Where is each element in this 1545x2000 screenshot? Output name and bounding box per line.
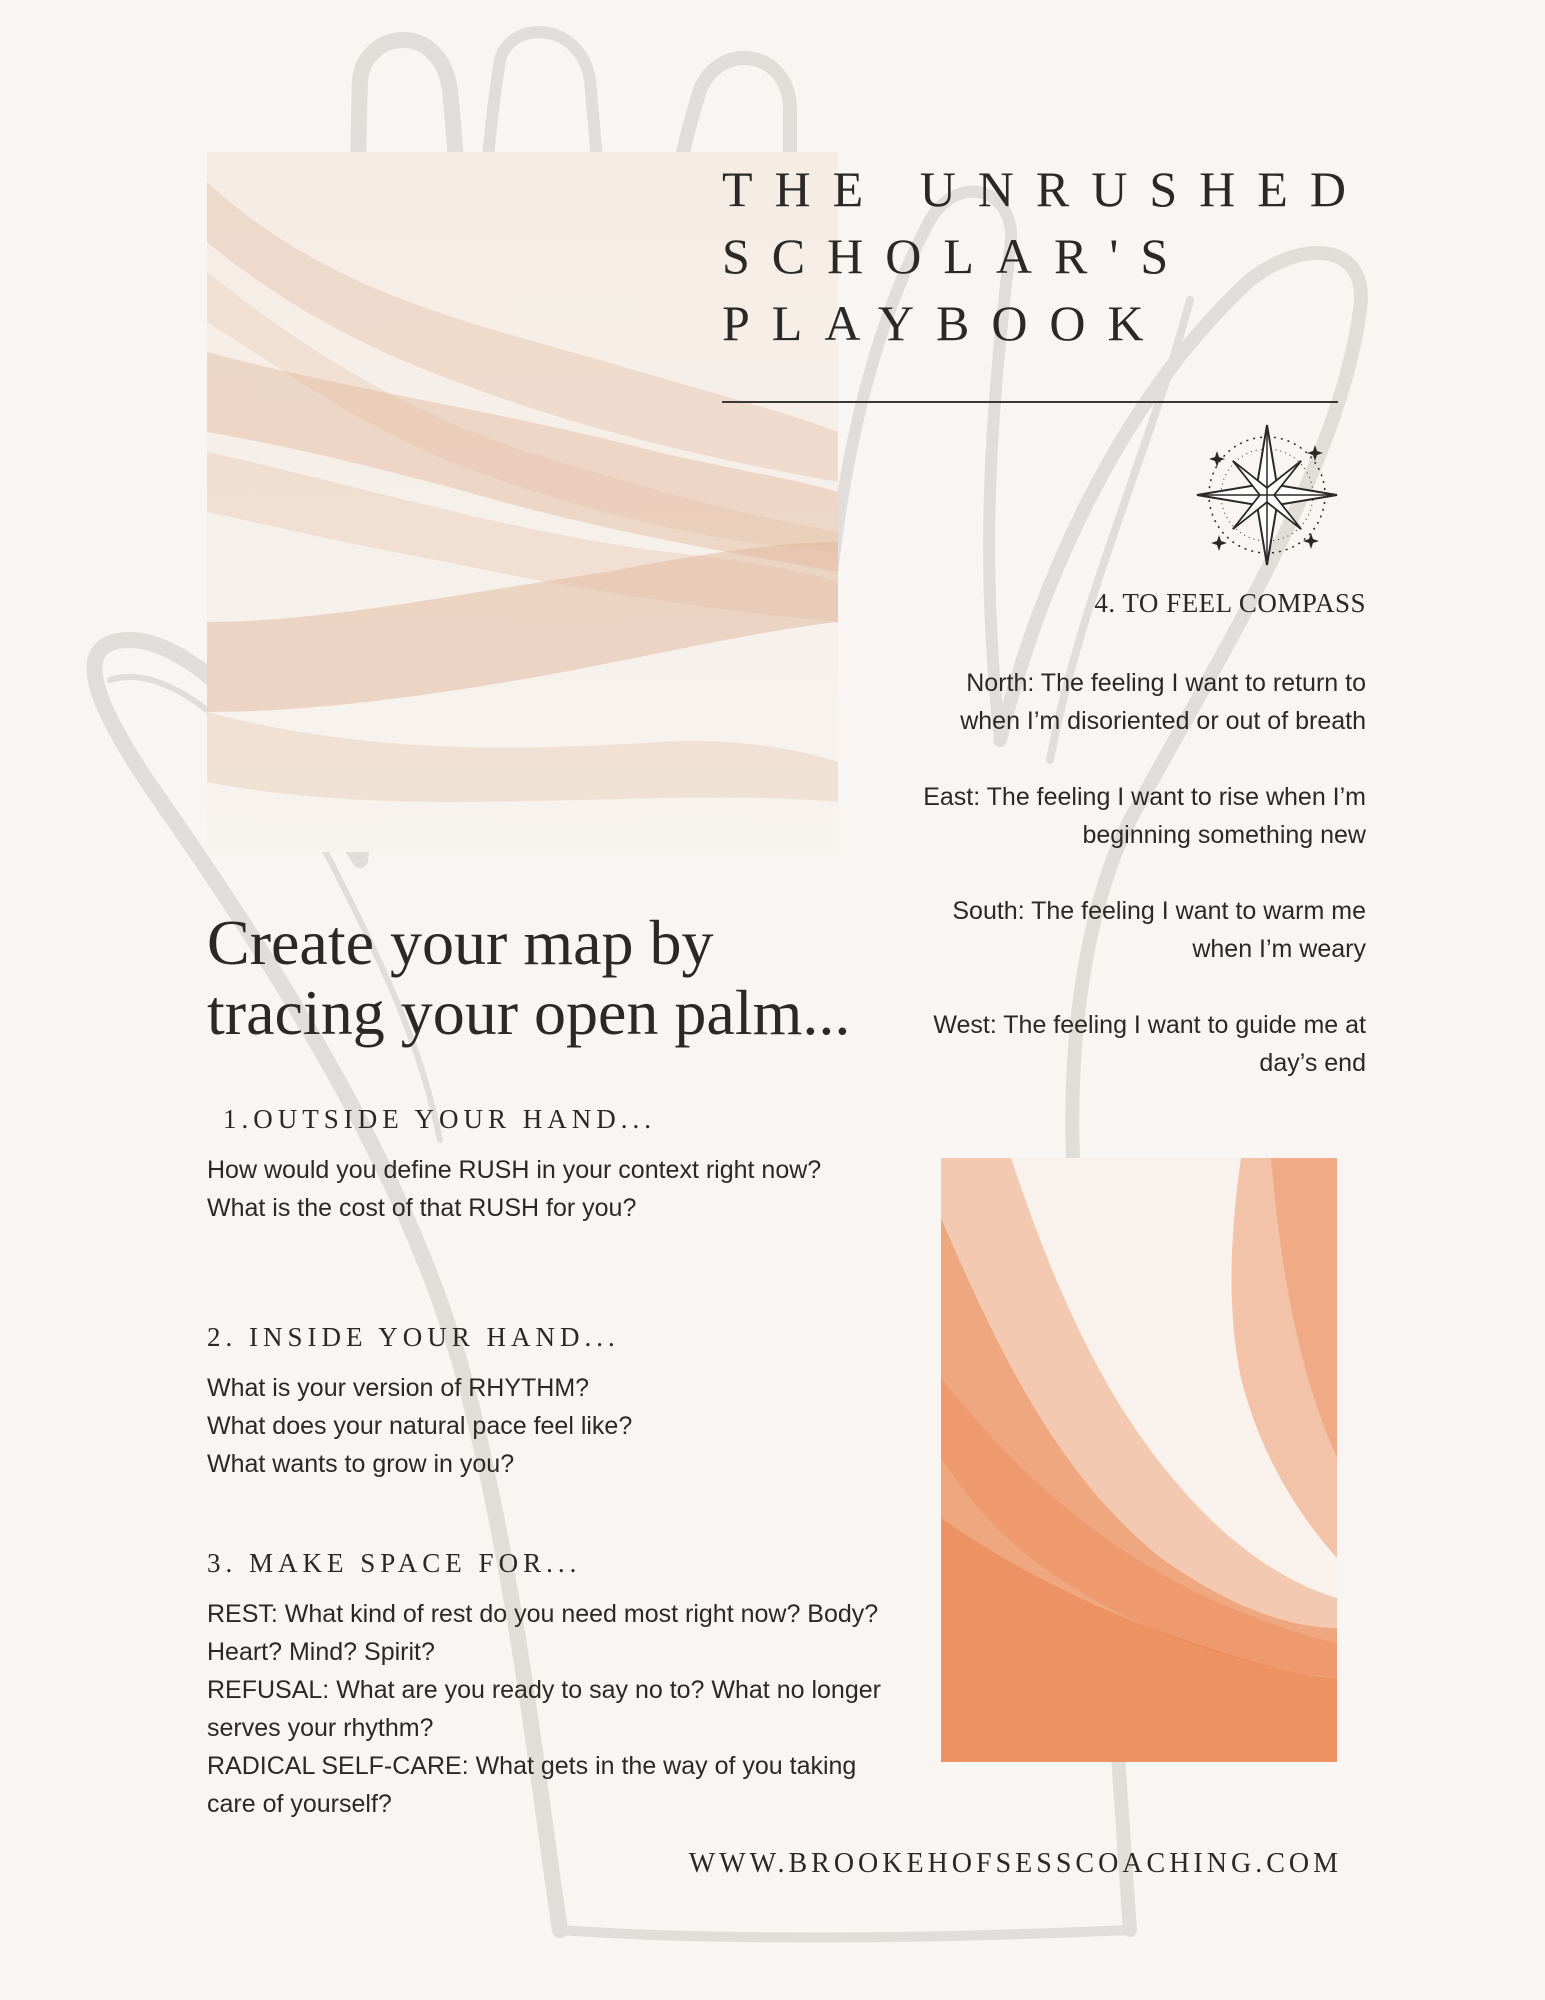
section-text: What does your natural pace feel like?: [207, 1412, 633, 1440]
section-heading: 1.OUTSIDE YOUR HAND...: [223, 1104, 656, 1134]
map-heading: [207, 908, 927, 1048]
section-make-space: [207, 1548, 887, 1823]
direction-south: South: The feeling I want to warm me when I’m weary: [952, 897, 1366, 963]
section-text: What is your version of RHYTHM?: [207, 1374, 590, 1402]
map-heading-line-2: tracing your open palm...: [207, 977, 851, 1048]
section-text: REFUSAL: What are you ready to say no to? What no longer serves your rhythm?: [207, 1676, 881, 1742]
footer-website-link[interactable]: WWW.BROOKEHOFSESSCOACHING.COM: [688, 1848, 1342, 1879]
section-text: REST: What kind of rest do you need most right now? Body? Heart? Mind? Spirit?: [207, 1600, 879, 1666]
section-text: What is the cost of that RUSH for you?: [207, 1194, 637, 1222]
section-text: What wants to grow in you?: [207, 1450, 515, 1478]
section-text: How would you define RUSH in your context right now?: [207, 1156, 822, 1184]
title-line-2: SCHOLAR'S: [722, 228, 1191, 284]
compass-star-icon: [1192, 420, 1342, 570]
silk-photo-bottom: [941, 1158, 1337, 1762]
section-heading: 2. INSIDE YOUR HAND...: [207, 1322, 620, 1352]
compass-directions: [900, 664, 1366, 1120]
section-text: RADICAL SELF-CARE: What gets in the way of you taking care of yourself?: [207, 1752, 857, 1818]
playbook-title: [722, 156, 1368, 357]
title-line-3: PLAYBOOK: [722, 295, 1166, 351]
title-divider: [722, 401, 1338, 403]
map-heading-line-1: Create your map by: [207, 907, 714, 978]
section-inside-hand: [207, 1322, 887, 1483]
direction-west: West: The feeling I want to guide me at day’s end: [933, 1011, 1366, 1077]
direction-north: North: The feeling I want to return to when I’m disoriented or out of breath: [960, 669, 1366, 735]
compass-section-heading: 4. TO FEEL COMPASS: [1094, 588, 1366, 618]
section-heading: 3. MAKE SPACE FOR...: [207, 1548, 582, 1578]
direction-east: East: The feeling I want to rise when I’m beginning something new: [923, 783, 1366, 849]
section-outside-hand: [207, 1104, 887, 1227]
title-line-1: THE UNRUSHED: [722, 161, 1368, 217]
